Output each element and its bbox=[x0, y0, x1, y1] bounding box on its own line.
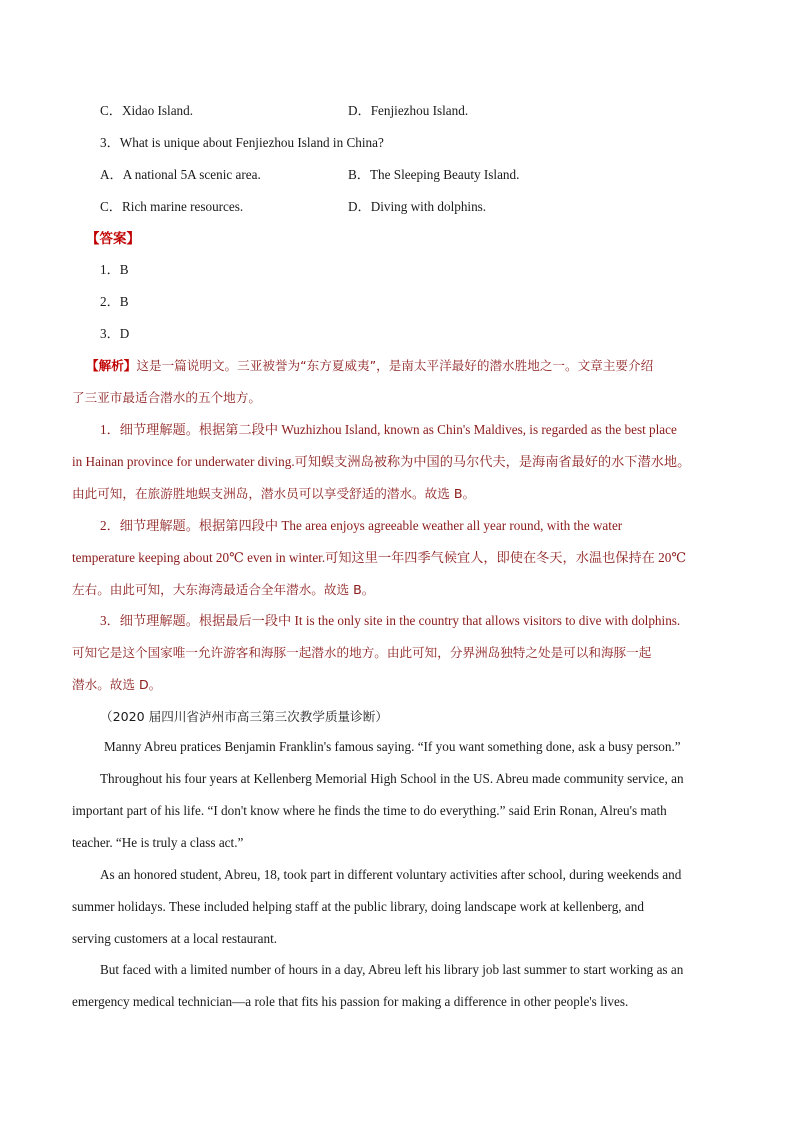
analysis-q1-line-3: 由此可知，在旅游胜地蜈支洲岛，潜水员可以享受舒适的潜水。故选 B。 bbox=[72, 486, 476, 501]
passage-line-5: As an honored student, Abreu, 18, took part in different voluntary activities after school, during weekends and bbox=[100, 867, 682, 882]
passage-line-4: teacher. “He is truly a class act.” bbox=[72, 835, 244, 850]
analysis-q1-line-1: 1．细节理解题。根据第二段中 Wuzhizhou Island, known as Chin's Maldives, is regarded as the best place bbox=[100, 422, 677, 437]
analysis-q2-line-3: 左右。由此可知，大东海湾最适合全年潜水。故选 B。 bbox=[72, 582, 375, 597]
analysis-intro-text: 这是一篇说明文。三亚被誉为“东方夏威夷”，是南太平洋最好的潜水胜地之一。文章主要介绍 bbox=[136, 358, 654, 373]
analysis-q2-line-1: 2．细节理解题。根据第四段中 The area enjoys agreeable weather all year round, with the water bbox=[100, 518, 623, 533]
answer-item-1: 1．B bbox=[100, 262, 129, 277]
answer-item-2: 2．B bbox=[100, 294, 129, 309]
answer-heading: 【答案】 bbox=[86, 231, 140, 247]
passage-line-6: summer holidays. These included helping staff at the public library, doing landscape work at kellenberg, and bbox=[72, 899, 644, 914]
passage-line-9: emergency medical technician—a role that fits his passion for making a difference in other people's lives. bbox=[72, 994, 629, 1009]
analysis-heading: 【解析】 bbox=[86, 358, 137, 373]
q3-option-a: A．A national 5A scenic area. bbox=[100, 167, 261, 182]
passage-line-7: serving customers at a local restaurant. bbox=[72, 931, 278, 946]
q3-option-b: B．The Sleeping Beauty Island. bbox=[348, 167, 520, 182]
analysis-q1-line-2: in Hainan province for underwater diving.可知蜈支洲岛被称为中国的马尔代夫，是海南省最好的水下潜水地。 bbox=[72, 454, 691, 469]
analysis-intro-line-1 bbox=[86, 356, 726, 376]
analysis-q3-line-3: 潜水。故选 D。 bbox=[72, 677, 162, 692]
q3-option-c: C．Rich marine resources. bbox=[100, 199, 244, 214]
analysis-q3-line-1: 3．细节理解题。根据最后一段中 It is the only site in the country that allows visitors to dive with dolphins. bbox=[100, 613, 681, 628]
passage-line-8: But faced with a limited number of hours in a day, Abreu left his library job last summer to start working as an bbox=[100, 962, 684, 977]
passage-source: （2020 届四川省泸州市高三第三次教学质量诊断） bbox=[100, 709, 388, 724]
analysis-q2-line-2: temperature keeping about 20℃ even in winter.可知这里一年四季气候宜人，即使在冬天，水温也保持在 20℃ bbox=[72, 550, 687, 565]
q2-option-d: D．Fenjiezhou Island. bbox=[348, 103, 469, 118]
q3-option-d: D．Diving with dolphins. bbox=[348, 199, 487, 214]
analysis-intro-line-2: 了三亚市最适合潜水的五个地方。 bbox=[72, 390, 261, 405]
answer-item-3: 3．D bbox=[100, 326, 130, 341]
q2-option-c: C．Xidao Island. bbox=[100, 103, 194, 118]
q3-question: 3．What is unique about Fenjiezhou Island in China? bbox=[100, 135, 384, 150]
passage-line-3: important part of his life. “I don't know where he finds the time to do everything.” said Erin Ronan, Alreu's math bbox=[72, 803, 667, 818]
passage-line-2: Throughout his four years at Kellenberg Memorial High School in the US. Abreu made community service, an bbox=[100, 771, 684, 786]
passage-line-1: Manny Abreu pratices Benjamin Franklin's famous saying. “If you want something done, ask a busy person.” bbox=[104, 739, 681, 754]
analysis-q3-line-2: 可知它是这个国家唯一允许游客和海豚一起潜水的地方。由此可知，分界洲岛独特之处是可以和海豚一起 bbox=[72, 645, 652, 660]
